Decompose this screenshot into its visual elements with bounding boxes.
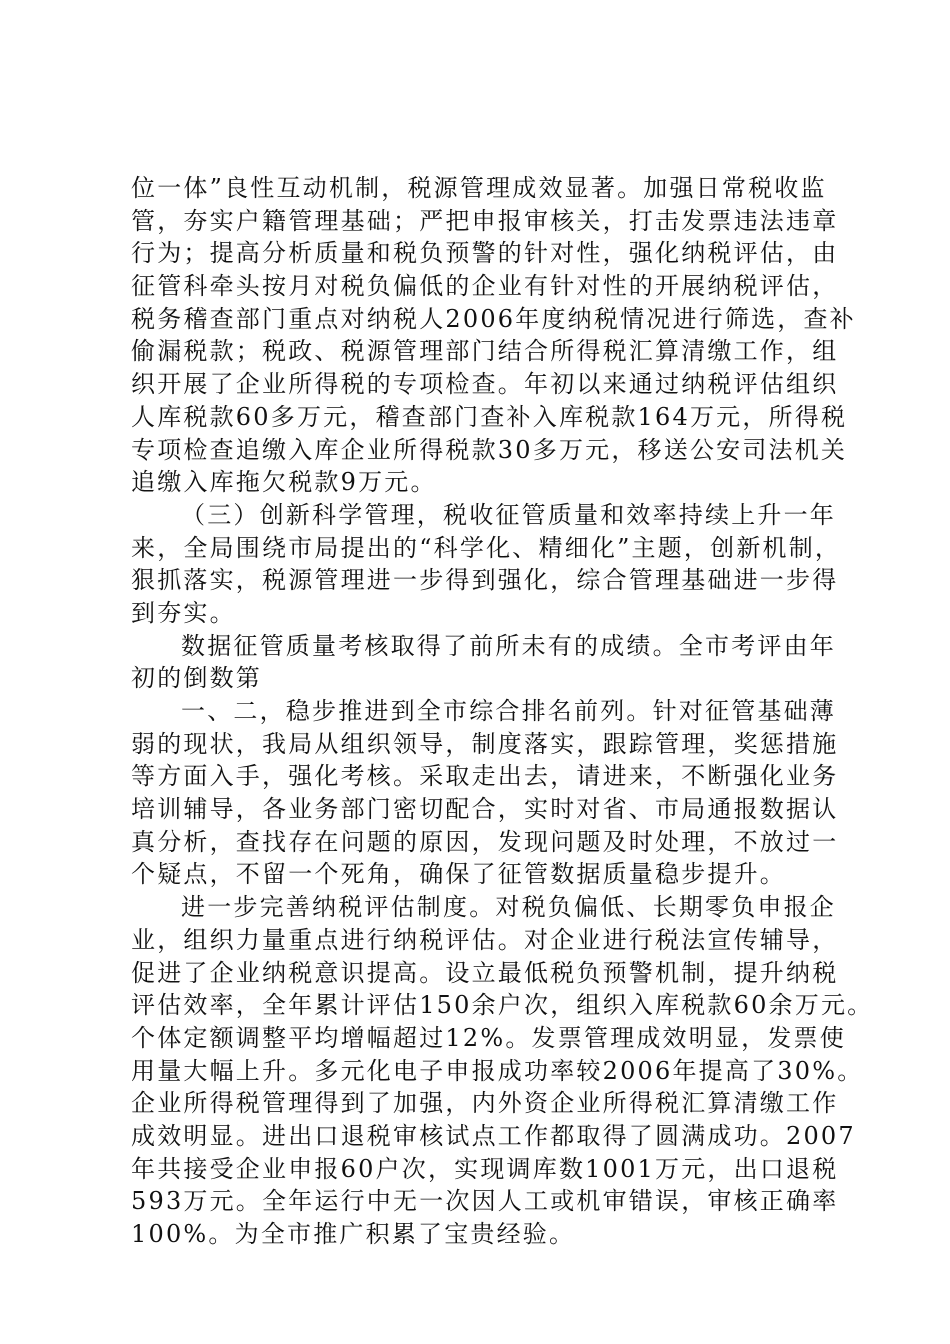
text-line: 促进了企业纳税意识提高。设立最低税负预警机制，提升纳税 xyxy=(131,958,839,987)
text-line: 到夯实。 xyxy=(131,598,236,627)
text-line: 行为；提高分析质量和税负预警的针对性，强化纳税评估，由 xyxy=(131,239,839,268)
document-body xyxy=(131,172,874,1251)
text-line: 企业所得税管理得到了加强，内外资企业所得税汇算清缴工作 xyxy=(131,1089,839,1118)
text-line: 偷漏税款；税政、税源管理部门结合所得税汇算清缴工作，组 xyxy=(131,337,839,366)
text-line: 狠抓落实，税源管理进一步得到强化，综合管理基础进一步得 xyxy=(131,566,839,595)
text-line: 征管科牵头按月对税负偏低的企业有针对性的开展纳税评估， xyxy=(131,272,839,301)
text-line: 成效明显。进出口退税审核试点工作都取得了圆满成功。2007 xyxy=(131,1121,856,1150)
text-line: 年共接受企业申报60户次，实现调库数1001万元，出口退税 xyxy=(131,1154,839,1183)
text-line: 真分析，查找存在问题的原因，发现问题及时处理，不放过一 xyxy=(131,827,839,856)
text-line: 专项检查追缴入库企业所得税款30多万元，移送公安司法机关 xyxy=(131,435,848,464)
text-line: 弱的现状，我局从组织领导，制度落实，跟踪管理，奖惩措施 xyxy=(131,729,839,758)
text-line: 个疑点，不留一个死角，确保了征管数据质量稳步提升。 xyxy=(131,860,786,889)
text-line: 一、二，稳步推进到全市综合排名前列。针对征管基础薄 xyxy=(181,697,836,725)
text-line: 评估效率，全年累计评估150余户次，组织入库税款60余万元。 xyxy=(131,991,874,1020)
text-line: 等方面入手，强化考核。采取走出去，请进来，不断强化业务 xyxy=(131,762,839,791)
text-line: 业，组织力量重点进行纳税评估。对企业进行税法宣传辅导， xyxy=(131,925,839,954)
text-line: 用量大幅上升。多元化电子申报成功率较2006年提高了30%。 xyxy=(131,1056,864,1085)
text-line: 100%。为全市推广积累了宝贵经验。 xyxy=(131,1220,576,1248)
text-line: 数据征管质量考核取得了前所未有的成绩。全市考评由年 xyxy=(181,631,836,660)
text-line: 培训辅导，各业务部门密切配合，实时对省、市局通报数据认 xyxy=(131,795,839,824)
text-line: 织开展了企业所得税的专项检查。年初以来通过纳税评估组织 xyxy=(131,370,839,399)
text-line: 593万元。全年运行中无一次因人工或机审错误，审核正确率 xyxy=(131,1187,839,1216)
text-line: 位一体”良性互动机制，税源管理成效显著。加强日常税收监 xyxy=(131,174,827,202)
text-line: 税务稽查部门重点对纳税人2006年度纳税情况进行筛选，查补 xyxy=(131,304,856,333)
text-line: 进一步完善纳税评估制度。对税负偏低、长期零负申报企 xyxy=(181,893,836,922)
text-line: 来，全局围绕市局提出的“科学化、精细化”主题，创新机制， xyxy=(131,533,842,562)
text-line: 个体定额调整平均增幅超过12%。发票管理成效明显，发票使 xyxy=(131,1023,846,1052)
text-line: 管，夯实户籍管理基础；严把申报审核关，打击发票违法违章 xyxy=(131,206,839,235)
text-line: 初的倒数第 xyxy=(131,664,262,693)
text-line: 人库税款60多万元，稽查部门查补入库税款164万元，所得税 xyxy=(131,402,848,431)
text-line: （三）创新科学管理，税收征管质量和效率持续上升一年 xyxy=(181,500,836,529)
text-line: 追缴入库拖欠税款9万元。 xyxy=(131,468,437,497)
